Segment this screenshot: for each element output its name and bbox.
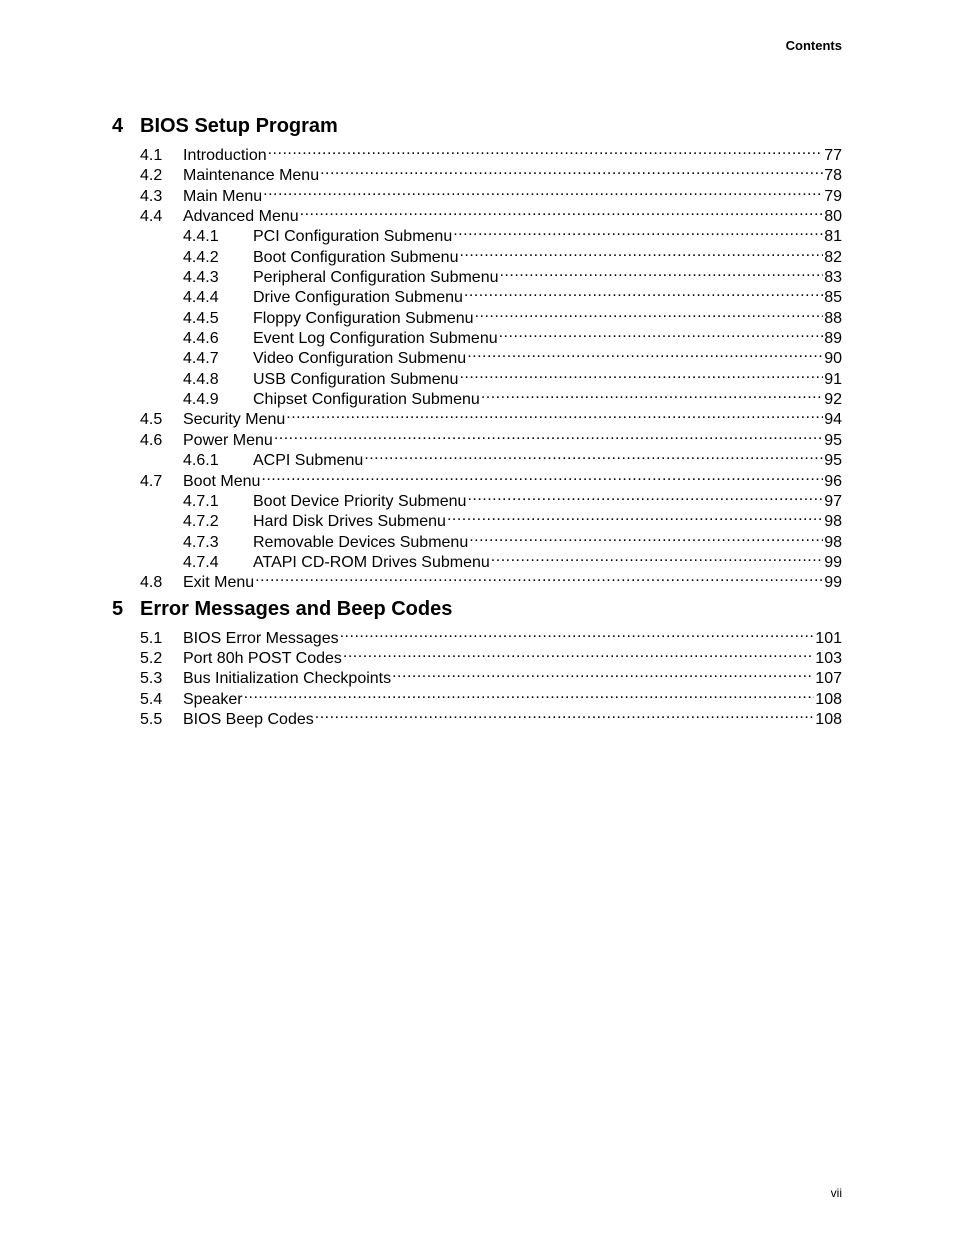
entry-number: 5.1: [140, 629, 163, 647]
entry-page-number: 78: [824, 167, 842, 185]
entry-title: BIOS Error Messages: [183, 629, 339, 647]
page-number: vii: [830, 1186, 842, 1200]
dot-leader: [320, 160, 823, 180]
entry-page-number: 99: [824, 574, 842, 592]
dot-leader: [491, 547, 823, 567]
dot-leader: [475, 303, 824, 323]
entry-title: ACPI Submenu: [253, 452, 364, 470]
entry-page-number: 91: [824, 370, 842, 388]
entry-page-number: 90: [824, 350, 842, 368]
entry-number: 4.5: [140, 411, 163, 429]
entry-number: 4.4.2: [183, 248, 219, 266]
dot-leader: [364, 445, 823, 465]
entry-title: Introduction: [183, 147, 267, 164]
toc-chapter: [112, 596, 842, 728]
entry-number: 4.1: [140, 147, 163, 164]
entry-title: Boot Configuration Submenu: [253, 248, 459, 266]
entry-title: Maintenance Menu: [183, 167, 320, 185]
entry-page-number: 101: [815, 629, 842, 647]
dot-leader: [274, 425, 823, 445]
entry-number: 4.7.4: [183, 553, 219, 571]
entry-page-number: 81: [824, 228, 842, 246]
entry-number: 5.5: [140, 710, 163, 728]
entry-page-number: 82: [824, 248, 842, 266]
entry-page-number: 95: [824, 452, 842, 470]
dot-leader: [340, 623, 815, 643]
entry-number: 4.7.3: [183, 533, 219, 551]
chapter-title: BIOS Setup Program: [140, 115, 338, 137]
entry-page-number: 92: [824, 391, 842, 409]
entry-title: USB Configuration Submenu: [253, 370, 459, 388]
dot-leader: [286, 404, 823, 424]
entry-number: 4.2: [140, 167, 163, 185]
dot-leader: [469, 527, 823, 547]
entry-title: Removable Devices Submenu: [253, 533, 469, 551]
entry-number: 4.4.6: [183, 330, 219, 348]
entry-title: Advanced Menu: [183, 208, 299, 226]
dot-leader: [244, 684, 815, 704]
toc-section-entry[interactable]: [112, 623, 842, 647]
entry-page-number: 97: [824, 492, 842, 510]
dot-leader: [453, 221, 823, 241]
chapter-number: 4: [112, 115, 124, 137]
toc-section-entry[interactable]: [112, 140, 842, 164]
entry-number: 4.4: [140, 208, 163, 226]
entry-page-number: 89: [824, 330, 842, 348]
dot-leader: [263, 181, 823, 201]
entry-page-number: 99: [824, 553, 842, 571]
dot-leader: [261, 466, 823, 486]
entry-title: Port 80h POST Codes: [183, 649, 342, 667]
dot-leader: [268, 140, 824, 160]
entry-page-number: 98: [824, 533, 842, 551]
entry-page-number: 80: [824, 208, 842, 226]
table-of-contents: [112, 113, 842, 728]
entry-number: 4.4.3: [183, 269, 219, 287]
entry-title: Chipset Configuration Submenu: [253, 391, 480, 409]
entry-number: 4.4.7: [183, 350, 219, 368]
entry-number: 5.2: [140, 649, 163, 667]
entry-page-number: 103: [815, 649, 842, 667]
entry-page-number: 96: [824, 472, 842, 490]
entry-number: 4.8: [140, 574, 163, 592]
entry-number: 4.4.9: [183, 391, 219, 409]
entry-page-number: 88: [824, 309, 842, 327]
dot-leader: [255, 567, 823, 587]
entry-title: Exit Menu: [183, 574, 255, 592]
entry-number: 4.7: [140, 472, 163, 490]
entry-page-number: 98: [824, 513, 842, 531]
chapter-title: Error Messages and Beep Codes: [140, 597, 453, 620]
entry-title: Drive Configuration Submenu: [253, 289, 463, 307]
dot-leader: [315, 704, 815, 724]
entry-number: 4.7.2: [183, 513, 219, 531]
entry-number: 4.3: [140, 187, 163, 205]
entry-title: Security Menu: [183, 411, 286, 429]
entry-title: Event Log Configuration Submenu: [253, 330, 498, 348]
entry-title: Bus Initialization Checkpoints: [183, 670, 392, 688]
chapter-heading[interactable]: [112, 113, 842, 139]
entry-page-number: 107: [815, 670, 842, 688]
entry-title: Power Menu: [183, 431, 273, 449]
entry-number: 5.4: [140, 690, 163, 708]
dot-leader: [343, 643, 814, 663]
entry-title: Video Configuration Submenu: [253, 350, 467, 368]
entry-number: 4.4.4: [183, 289, 219, 307]
dot-leader: [392, 663, 814, 683]
dot-leader: [459, 242, 823, 262]
chapter-heading[interactable]: [112, 596, 842, 622]
dot-leader: [464, 282, 823, 302]
entry-page-number: 108: [815, 690, 842, 708]
entry-title: Boot Menu: [183, 472, 261, 490]
dot-leader: [481, 384, 823, 404]
entry-title: BIOS Beep Codes: [183, 710, 314, 728]
entry-number: 5.3: [140, 670, 163, 688]
entry-title: Peripheral Configuration Submenu: [253, 269, 499, 287]
entry-number: 4.4.8: [183, 370, 219, 388]
entry-number: 4.6.1: [183, 452, 219, 470]
entry-title: Floppy Configuration Submenu: [253, 309, 474, 327]
chapter-number: 5: [112, 597, 124, 620]
entry-title: Main Menu: [183, 187, 263, 205]
entry-page-number: 83: [824, 269, 842, 287]
running-header: Contents: [785, 38, 842, 53]
dot-leader: [459, 364, 823, 384]
entry-number: 4.6: [140, 431, 163, 449]
dot-leader: [467, 343, 823, 363]
entry-title: Hard Disk Drives Submenu: [253, 513, 446, 531]
dot-leader: [447, 506, 823, 526]
entry-number: 4.7.1: [183, 492, 219, 510]
entry-title: PCI Configuration Submenu: [253, 228, 453, 246]
dot-leader: [499, 323, 824, 343]
entry-title: Speaker: [183, 690, 243, 708]
dot-leader: [499, 262, 823, 282]
entry-page-number: 108: [815, 710, 842, 728]
entry-page-number: 85: [824, 289, 842, 307]
entry-title: ATAPI CD-ROM Drives Submenu: [253, 553, 490, 571]
dot-leader: [300, 201, 824, 221]
entry-page-number: 94: [824, 411, 842, 429]
entry-page-number: 95: [824, 431, 842, 449]
entry-page-number: 77: [824, 147, 842, 164]
entry-number: 4.4.5: [183, 309, 219, 327]
entry-number: 4.4.1: [183, 228, 219, 246]
dot-leader: [467, 486, 823, 506]
entry-title: Boot Device Priority Submenu: [253, 492, 467, 510]
entry-page-number: 79: [824, 187, 842, 205]
toc-chapter: [112, 113, 842, 592]
